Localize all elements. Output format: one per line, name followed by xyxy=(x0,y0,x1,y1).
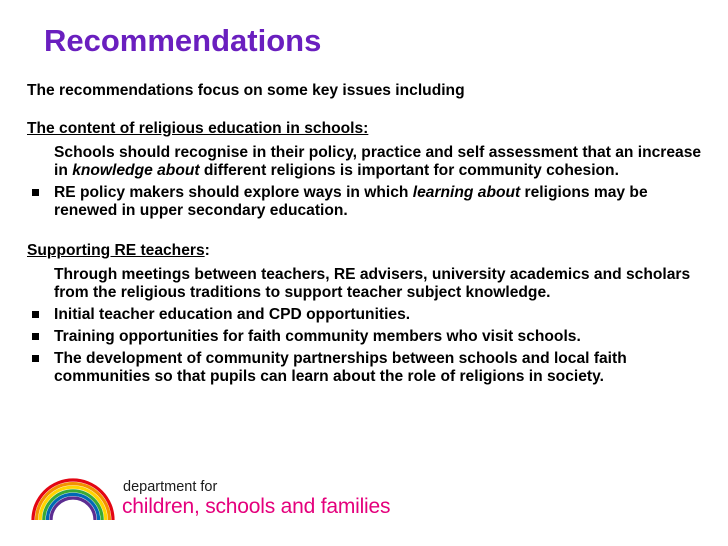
bullet-icon xyxy=(32,333,39,340)
section-heading-teachers-text: Supporting RE teachers xyxy=(27,242,205,259)
list-item-text: The development of community partnerships between schools and local faith communities so that pupils can learn about the role of religions in society. xyxy=(54,350,627,385)
list-item-text: different religions is important for community cohesion. xyxy=(199,162,619,179)
list-item xyxy=(27,144,712,180)
section-heading-teachers xyxy=(27,242,712,260)
list-item-text: Schools should recognise in their policy, practice and self assessment that an increase in xyxy=(54,144,702,179)
list-item-text: Training opportunities for faith community members who visit schools. xyxy=(54,328,581,345)
list-item-text: Through meetings between teachers, RE advisers, university academics and scholars from the religious traditions to support teacher subject knowledge. xyxy=(54,266,691,301)
intro-text: The recommendations focus on some key issues including xyxy=(27,82,465,99)
bullet-icon xyxy=(32,311,39,318)
list-item-text: religions may be renewed in upper secondary education. xyxy=(54,184,648,219)
list-item xyxy=(27,350,712,386)
list-item-emphasis: learning about xyxy=(412,184,521,201)
page-title: Recommendations xyxy=(44,23,322,58)
list-item-text: Initial teacher education and CPD opportunities. xyxy=(54,306,411,323)
list-item xyxy=(27,328,712,346)
teachers-bullet-list xyxy=(27,266,712,386)
section-heading-content-text: The content of religious education in schools: xyxy=(27,120,369,137)
list-item-emphasis: knowledge about xyxy=(72,162,200,179)
dcsf-logo xyxy=(28,472,391,532)
logo-department-text: department for xyxy=(123,479,218,495)
logo-children-schools-families-text: children, schools and families xyxy=(122,495,391,518)
list-item xyxy=(27,184,712,220)
content-bullet-list xyxy=(27,144,712,220)
section-heading-content xyxy=(27,120,712,138)
slide-content xyxy=(27,82,712,390)
list-item-text: RE policy makers should explore ways in which xyxy=(54,184,413,201)
list-item xyxy=(27,266,712,302)
bullet-icon xyxy=(32,355,39,362)
bullet-icon xyxy=(32,189,39,196)
rainbow-icon xyxy=(28,472,118,522)
heading-colon: : xyxy=(204,242,210,259)
list-item xyxy=(27,306,712,324)
